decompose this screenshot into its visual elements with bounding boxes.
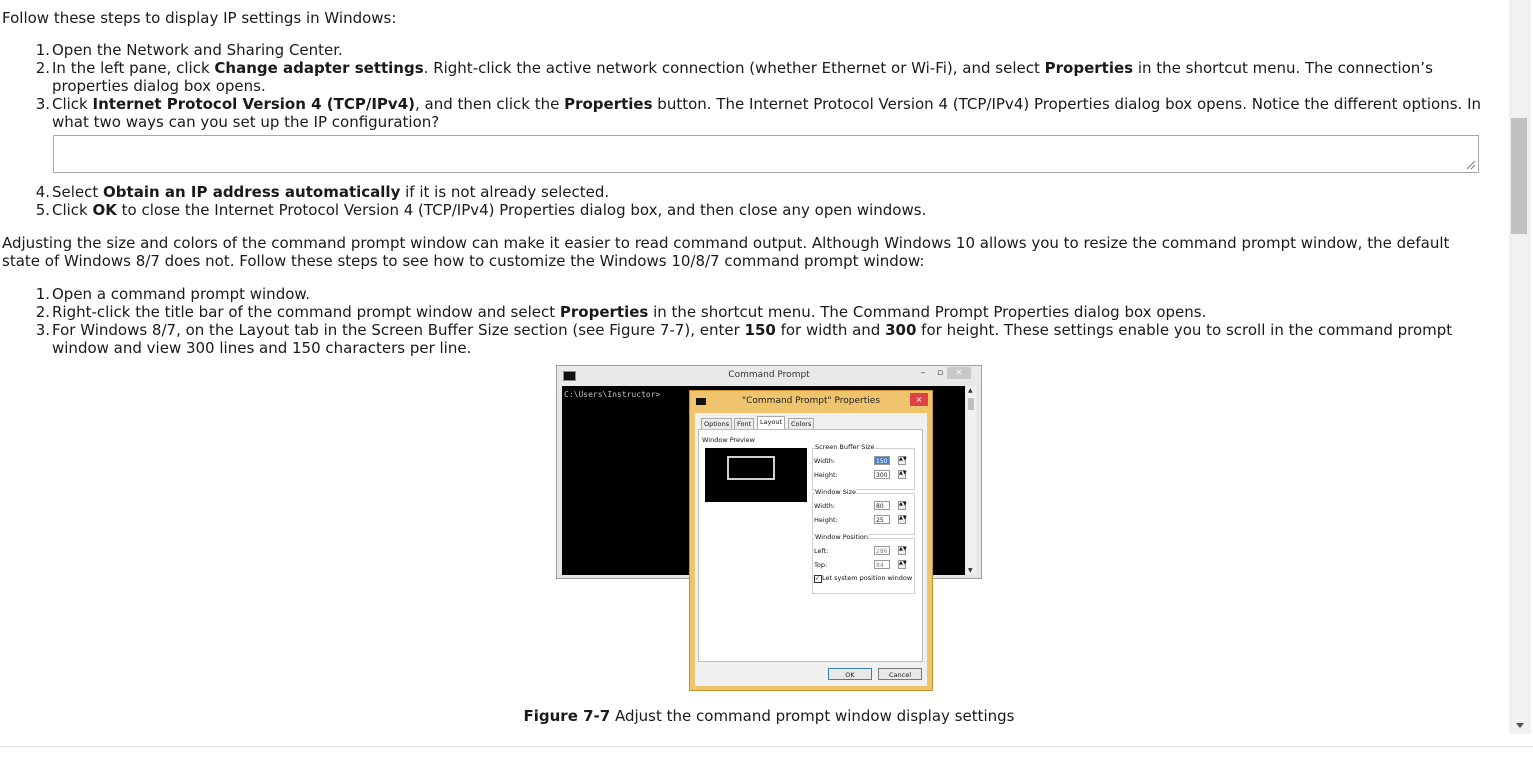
figure-7-7-image [556,365,983,691]
dialog-close-icon: × [910,393,928,406]
size-height-field: 25 [874,515,890,524]
answer-textarea[interactable] [53,135,1479,173]
resize-grip-icon[interactable] [1466,160,1476,170]
dialog-body [695,413,927,686]
list-item: 5. Click OK to close the Internet Protocol Version 4 (TCP/IPv4) Properties dialog box, and then close any open windows. [35,201,927,219]
checkbox-checked-icon: ✓ [815,575,821,582]
tab-font: Font [734,418,754,431]
list-item: 4. Select Obtain an IP address automatically if it is not already selected. [35,183,610,201]
dialog-title: "Command Prompt" Properties [741,396,881,406]
let-system-label: Let system position window [822,574,913,582]
figure-label: Figure 7-7 [523,707,611,725]
divider [0,746,1533,747]
page-scrollbar[interactable] [1509,0,1531,734]
intro-paragraph: Follow these steps to display IP settings in Windows: [2,9,397,27]
screen-buffer-label: Screen Buffer Size [815,443,875,451]
minimize-icon: – [921,368,926,378]
pos-top-field: 84 [874,560,890,569]
spinner-icon: ▲▼ [898,456,906,465]
maximize-icon: ▫ [937,368,944,378]
tab-layout: Layout [757,416,785,430]
scroll-down-arrow-icon[interactable] [1516,723,1524,728]
cmd-close-icon: × [947,367,971,379]
screen-buffer-group [812,448,915,490]
spinner-icon: ▲▼ [898,560,906,569]
tab-options: Options [701,418,732,431]
tab-colors: Colors [788,418,814,431]
list-item: 2. In the left pane, click Change adapter settings. Right-click the active network connection (whether Ethernet or Wi-Fi), and select Properties in the shortcut menu. The connection’s properties dialog box opens. [35,59,1433,95]
spinner-icon: ▲▼ [898,470,906,479]
properties-dialog [689,390,933,691]
spinner-icon: ▲▼ [898,515,906,524]
window-size-label: Window Size [815,488,857,496]
list-item: 3. Click Internet Protocol Version 4 (TCP/IPv4), and then click the Properties button. The Internet Protocol Version 4 (TCP/IPv4) Properties dialog box opens. Notice the different options. In what two ways can you set up the IP configuration? [35,95,1481,131]
pos-left-field: 286 [874,546,890,555]
window-preview-label: Window Preview [702,436,755,444]
buffer-height-field: 300 [874,470,890,479]
window-size-group [812,493,915,535]
buffer-width-field: 150 [874,456,890,465]
layout-panel: Window Preview Screen Buffer Size Width: 150 ▲▼ Height: 300 ▲▼ Window Size Width: 80 ▲▼ Height: 25 ▲▼ Window Position Left: 286 ▲▼ Top: 84 ▲▼ ✓ Let system position window [698,429,923,662]
spinner-icon: ▲▼ [898,546,906,555]
scroll-up-icon: ▲ [968,387,973,394]
scrollbar-thumb[interactable] [1511,118,1527,234]
dialog-ok-button: OK [828,668,872,680]
cmd-title: Command Prompt [728,370,810,380]
list-item: 2. Right-click the title bar of the command prompt window and select Properties in the shortcut menu. The Command Prompt Properties dialog box opens. [35,303,1207,321]
scroll-down-icon: ▼ [968,567,973,574]
figure-caption-text: Adjust the command prompt window display settings [610,707,1015,725]
dialog-cancel-button: Cancel [878,668,922,680]
window-preview [705,448,807,502]
spinner-icon: ▲▼ [898,501,906,510]
list-item: 1. Open the Network and Sharing Center. [35,41,343,59]
console-scrollbar [966,386,976,575]
size-width-field: 80 [874,501,890,510]
figure-caption [0,706,1533,726]
list-item: 3. For Windows 8/7, on the Layout tab in the Screen Buffer Size section (see Figure 7-7), enter 150 for width and 300 for height. These settings enable you to scroll in the command prompt window and view 300 lines and 150 characters per line. [35,321,1453,357]
console-prompt: C:\Users\Instructor> [564,390,661,399]
command-prompt-paragraph: Adjusting the size and colors of the command prompt window can make it easier to read command output. Although Windows 10 allows you to resize the command prompt window, the default state of Windows 8/7 does not. Follow these steps to see how to customize the Windows 10/8/7 command prompt window: [2,234,1450,270]
cmd-titlebar [557,366,981,386]
list-item: 1. Open a command prompt window. [35,285,311,303]
window-position-label: Window Position [815,533,869,541]
